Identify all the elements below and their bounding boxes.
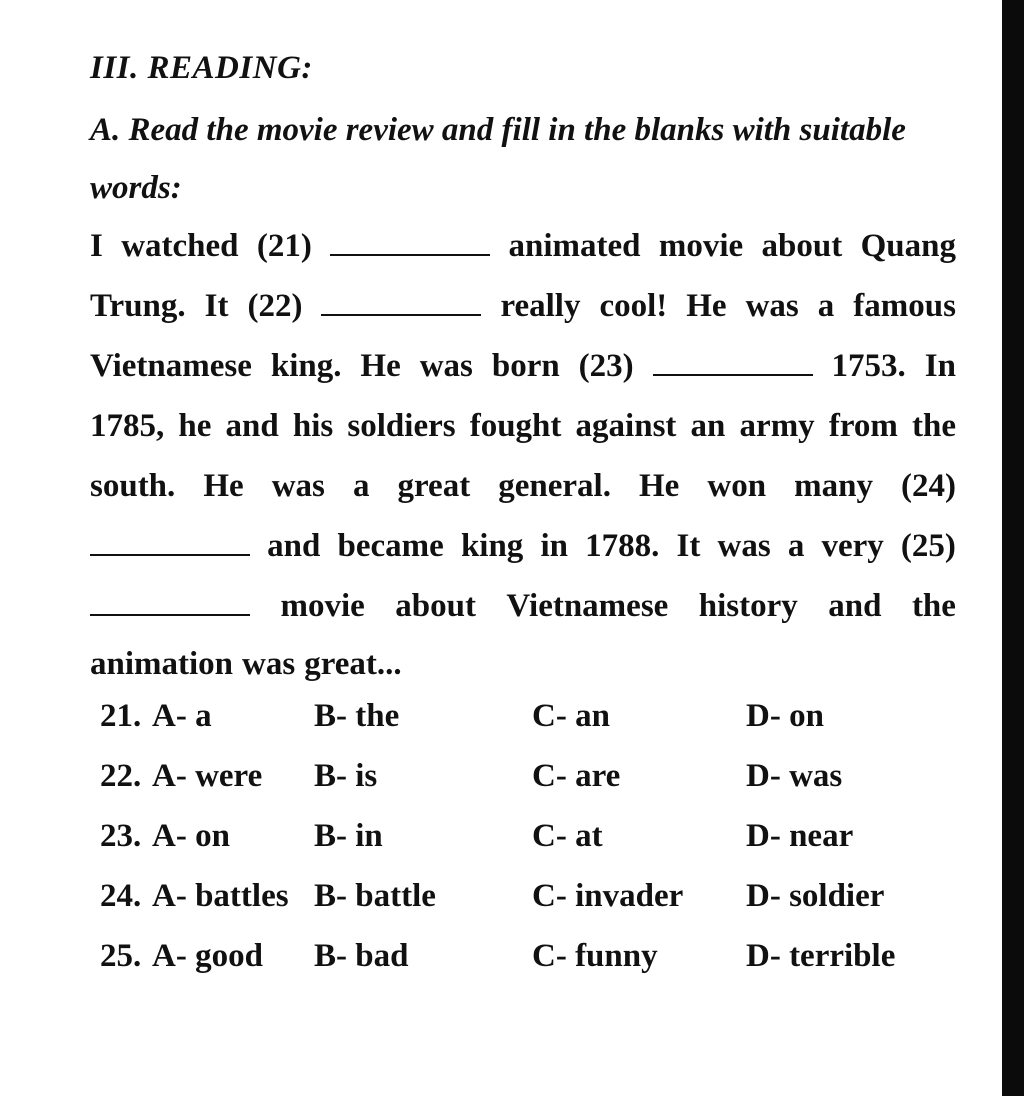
answer-blank[interactable] xyxy=(330,230,490,256)
review-word: (23) xyxy=(578,348,634,384)
review-word: was xyxy=(271,468,325,504)
review-word: was xyxy=(242,646,296,682)
review-line xyxy=(90,588,956,625)
review-word: a xyxy=(352,468,370,504)
review-word: fought xyxy=(469,408,562,444)
review-word: was xyxy=(419,348,473,384)
review-word: I xyxy=(90,228,103,264)
review-word: from xyxy=(828,408,898,444)
option-c[interactable]: C- are xyxy=(532,758,621,794)
option-b[interactable]: B- in xyxy=(314,818,383,854)
review-word: 1788. xyxy=(585,528,660,564)
review-word: movie xyxy=(658,228,744,264)
review-word: He xyxy=(203,468,244,504)
review-word: He xyxy=(686,288,727,324)
question-number: 22. xyxy=(100,758,142,794)
review-word: cool! xyxy=(599,288,668,324)
review-word: animation xyxy=(90,646,234,682)
option-b[interactable]: B- is xyxy=(314,758,378,794)
review-word: an xyxy=(690,408,726,444)
review-word: movie xyxy=(280,588,365,624)
option-b[interactable]: B- the xyxy=(314,698,400,734)
question-number: 24. xyxy=(100,878,142,914)
option-a[interactable]: A- were xyxy=(152,758,263,794)
review-word: He xyxy=(639,468,680,504)
review-word: history xyxy=(698,588,798,624)
question-number: 23. xyxy=(100,818,142,854)
review-line xyxy=(90,468,956,505)
review-line xyxy=(90,348,956,385)
option-a[interactable]: A- on xyxy=(152,818,230,854)
review-word: born xyxy=(491,348,560,384)
review-word: became xyxy=(337,528,444,564)
review-line xyxy=(90,228,956,265)
instruction-line-1: A. Read the movie review and fill in the blanks with suitable xyxy=(90,112,906,148)
review-word: against xyxy=(575,408,677,444)
review-word: general. xyxy=(498,468,611,504)
review-word: army xyxy=(739,408,815,444)
option-d[interactable]: D- near xyxy=(746,818,854,854)
review-word: (24) xyxy=(901,468,956,504)
review-word: about xyxy=(761,228,843,264)
option-a[interactable]: A- good xyxy=(152,938,263,974)
instruction-line-2: words: xyxy=(90,170,182,206)
review-word: king xyxy=(460,528,524,564)
option-d[interactable]: D- was xyxy=(746,758,843,794)
question-number: 25. xyxy=(100,938,142,974)
review-word: great xyxy=(397,468,471,504)
review-line xyxy=(90,288,956,325)
review-word: 1785, xyxy=(90,408,165,444)
review-word: Quang xyxy=(860,228,956,264)
question-row xyxy=(100,938,960,998)
answer-options xyxy=(100,698,960,998)
option-b[interactable]: B- battle xyxy=(314,878,436,914)
review-word: It xyxy=(204,288,229,324)
option-c[interactable]: C- invader xyxy=(532,878,684,914)
option-a[interactable]: A- a xyxy=(152,698,212,734)
review-word: was xyxy=(717,528,771,564)
review-word: (21) xyxy=(256,228,312,264)
review-word: watched xyxy=(121,228,239,264)
review-word: south. xyxy=(90,468,176,504)
review-word: and xyxy=(225,408,279,444)
option-b[interactable]: B- bad xyxy=(314,938,409,974)
question-row xyxy=(100,698,960,758)
review-word: very xyxy=(821,528,884,564)
option-c[interactable]: C- funny xyxy=(532,938,658,974)
review-word: the xyxy=(912,408,956,444)
page-edge-border xyxy=(1002,0,1024,1096)
option-c[interactable]: C- an xyxy=(532,698,610,734)
review-word: and xyxy=(267,528,321,564)
review-word: 1753. xyxy=(831,348,906,384)
review-word: great... xyxy=(304,646,402,682)
option-d[interactable]: D- terrible xyxy=(746,938,896,974)
answer-blank[interactable] xyxy=(90,530,250,556)
review-word: and xyxy=(828,588,882,624)
section-title: III. READING: xyxy=(90,50,313,86)
review-word: in xyxy=(540,528,568,564)
option-c[interactable]: C- at xyxy=(532,818,603,854)
question-number: 21. xyxy=(100,698,142,734)
review-word: the xyxy=(911,588,956,624)
question-row xyxy=(100,878,960,938)
option-d[interactable]: D- on xyxy=(746,698,824,734)
review-word: In xyxy=(924,348,956,384)
review-word: he xyxy=(178,408,212,444)
review-word: Vietnamese xyxy=(90,348,252,384)
review-word: (22) xyxy=(247,288,303,324)
review-word: many xyxy=(794,468,873,504)
review-word: He xyxy=(360,348,401,384)
review-word: king. xyxy=(270,348,342,384)
review-word: (25) xyxy=(900,528,956,564)
review-word: soldiers xyxy=(347,408,456,444)
review-word: his xyxy=(292,408,334,444)
option-d[interactable]: D- soldier xyxy=(746,878,885,914)
review-word: was xyxy=(745,288,799,324)
answer-blank[interactable] xyxy=(90,590,250,616)
review-word: famous xyxy=(853,288,956,324)
review-word: animated xyxy=(508,228,641,264)
review-word: a xyxy=(817,288,835,324)
question-row xyxy=(100,758,960,818)
review-word: It xyxy=(676,528,701,564)
answer-blank[interactable] xyxy=(653,350,813,376)
review-line xyxy=(90,528,956,565)
review-word: Vietnamese xyxy=(506,588,669,624)
question-row xyxy=(100,818,960,878)
answer-blank[interactable] xyxy=(321,290,481,316)
review-word: about xyxy=(395,588,476,624)
option-a[interactable]: A- battles xyxy=(152,878,289,914)
review-word: won xyxy=(707,468,767,504)
review-word: really xyxy=(500,288,581,324)
review-word: Trung. xyxy=(90,288,186,324)
review-line xyxy=(90,646,956,683)
review-line xyxy=(90,408,956,445)
review-word: a xyxy=(787,528,805,564)
